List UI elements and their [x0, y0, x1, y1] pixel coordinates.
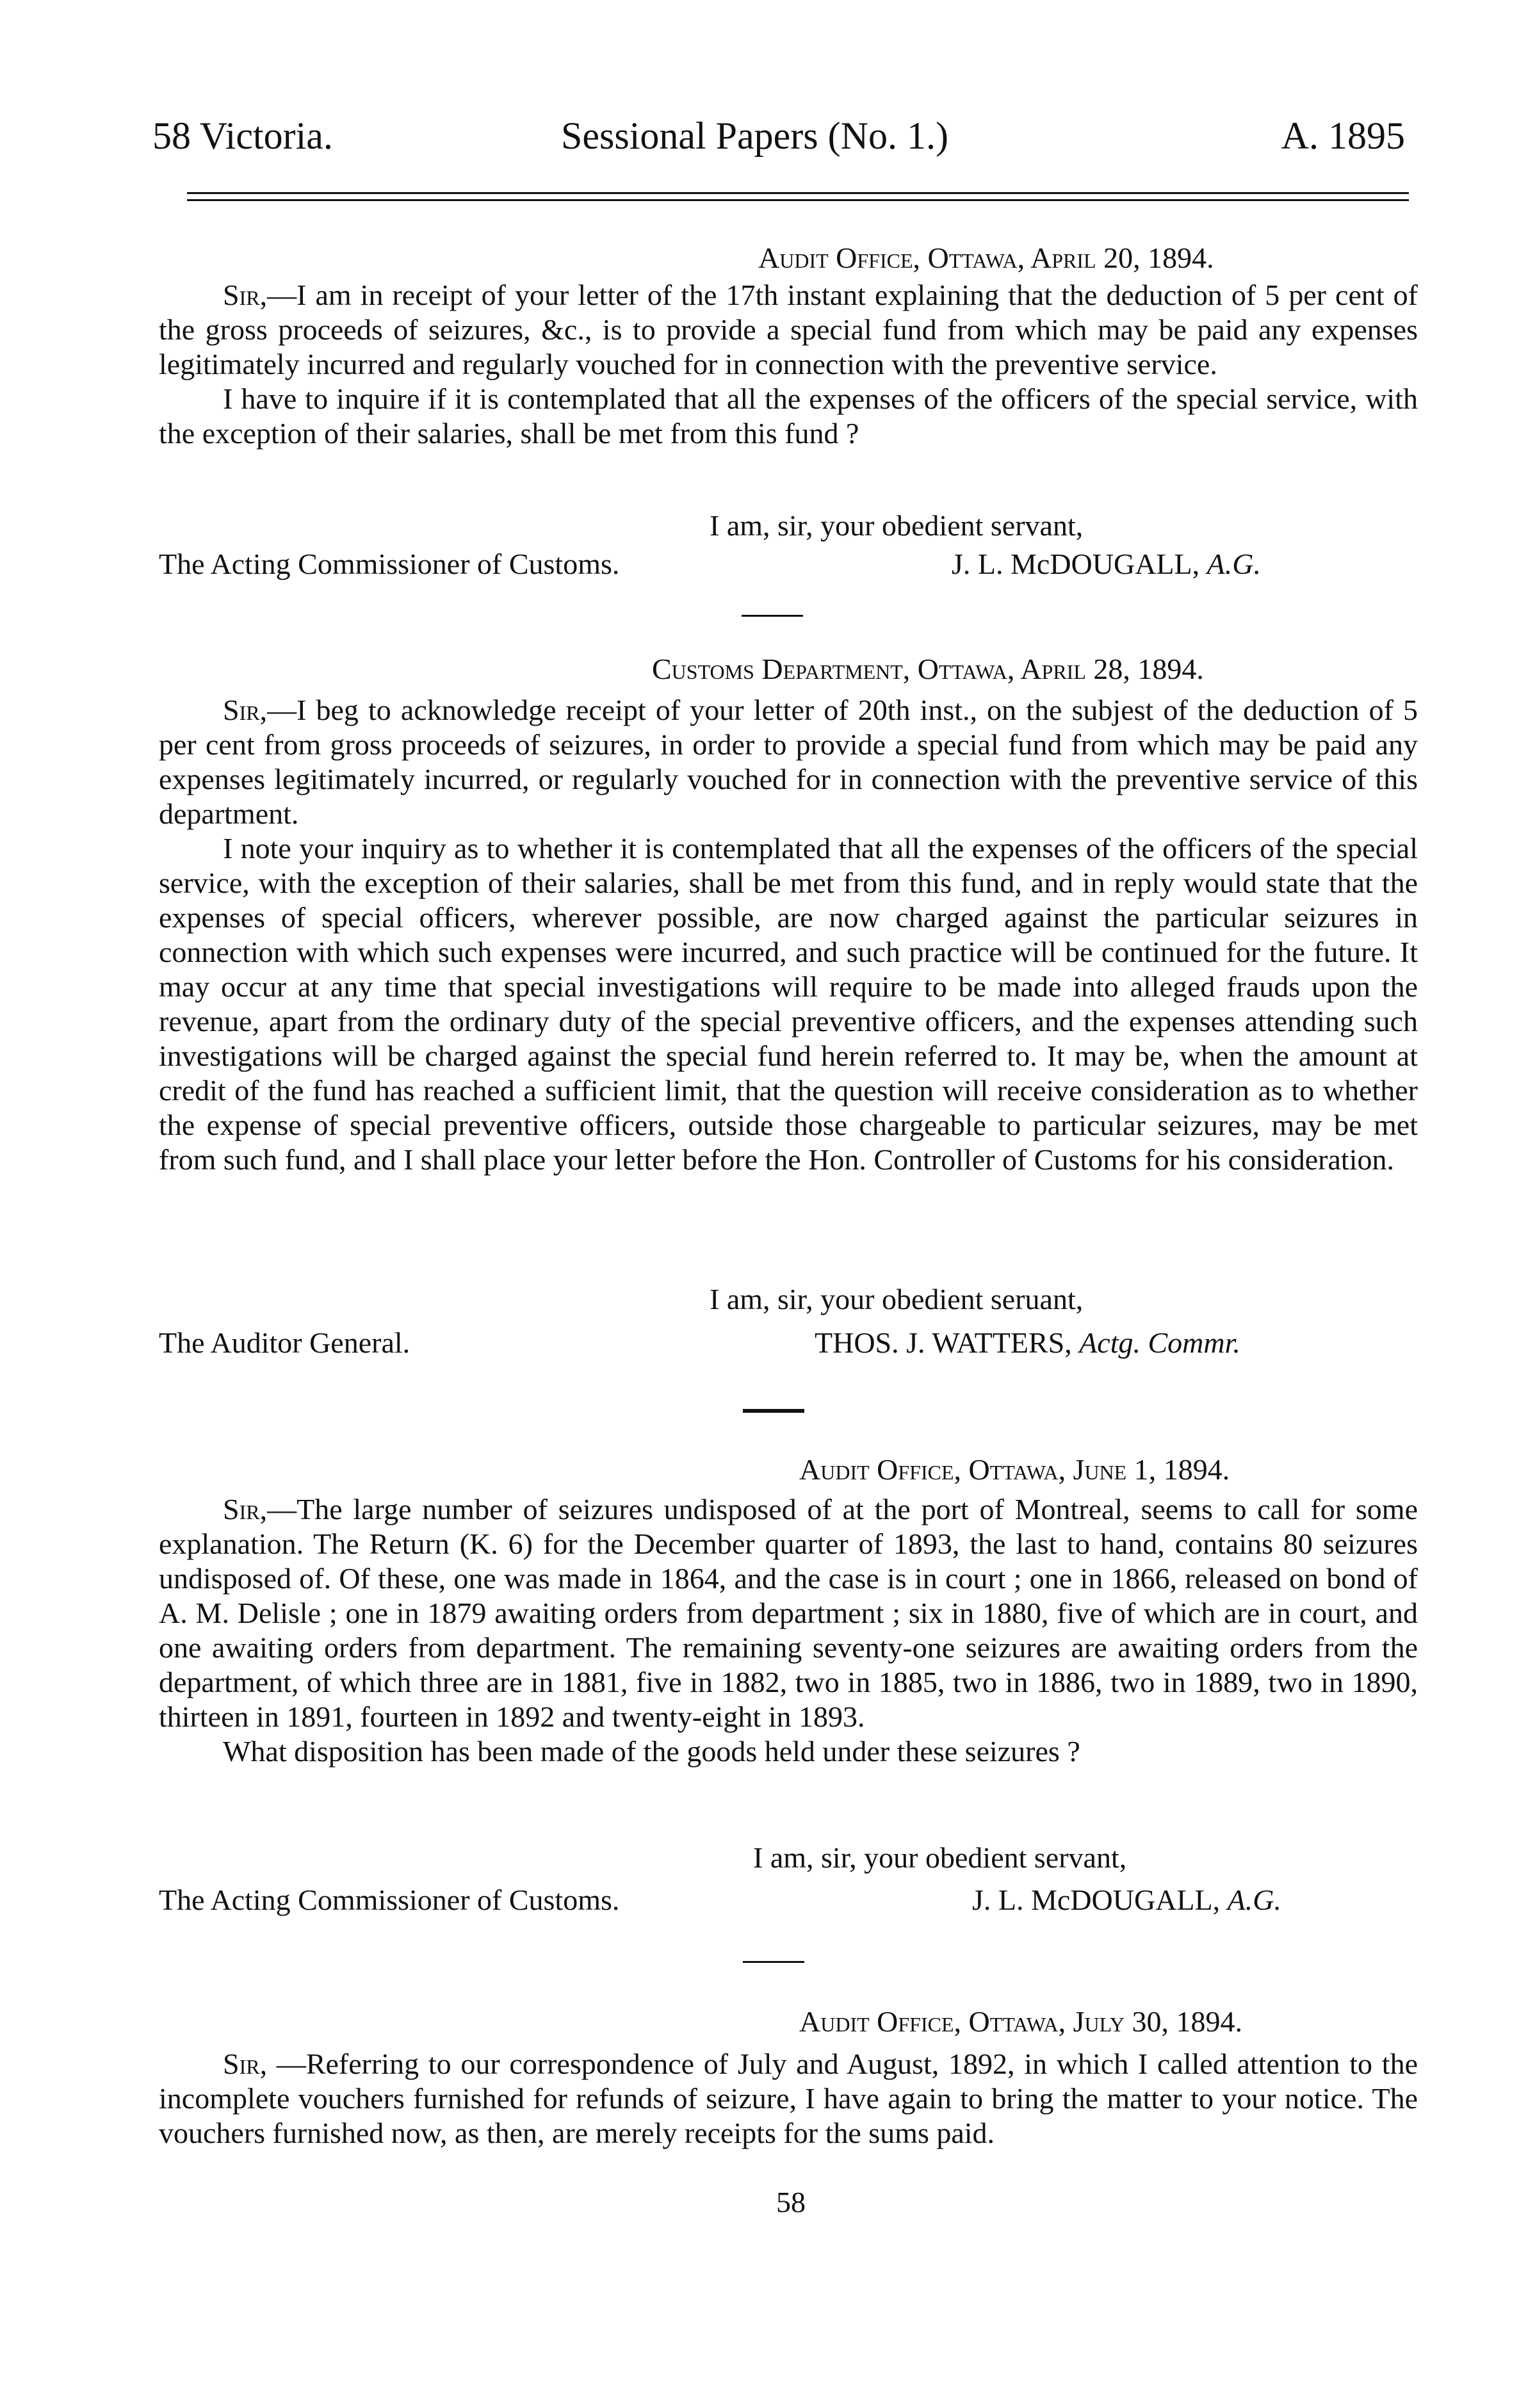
header-double-rule: [187, 192, 1409, 201]
header-session: 58 Victoria.: [152, 115, 333, 157]
letter-1-signature: J. L. McDOUGALL, A.G.: [952, 548, 1261, 580]
letter-3-addressee: The Acting Commissioner of Customs.: [159, 1883, 620, 1916]
letter-1-paragraph-2: I have to inquire if it is contemplated that all the expenses of the officers of the special service, with the exception of their salaries, shall be met from this fund ?: [159, 382, 1418, 450]
letter-3-paragraph-1: Sir,—The large number of seizures undisposed of at the port of Montreal, seems to call for some explanation. The Return (K. 6) for the December quarter of 1893, the last to hand, contains 80 seizures undisposed of. Of these, one was made in 1864, and the case is in court ; one in 1866, released on bond of A. M. Delisle ; one in 1879 awaiting orders from department ; six in 1880, five of which are in court, and one awaiting orders from department. The remaining seventy-one seizures are awaiting orders from the department, of which three are in 1881, five in 1882, two in 1885, two in 1886, two in 1889, two in 1890, thirteen in 1891, fourteen in 1892 and twenty-eight in 1893.: [159, 1493, 1418, 1733]
letter-1-body: [159, 278, 1418, 451]
letter-2-body: [159, 693, 1418, 1177]
letter-1-addressee: The Acting Commissioner of Customs.: [159, 548, 620, 580]
section-divider: [743, 1961, 804, 1963]
salutation: Sir,: [223, 694, 268, 726]
letter-3-paragraph-2: What disposition has been made of the goods held under these seizures ?: [223, 1735, 1080, 1768]
section-divider: [743, 1409, 804, 1413]
letter-2-paragraph-2: I note your inquiry as to whether it is contemplated that all the expenses of the officers of the special service, with the exception of their salaries, shall be met from this fund, and in reply would state that the expenses of special officers, wherever possible, are now charged against the particular seizures in connection with which such expenses were incurred, and such practice will be continued for the future. It may occur at any time that special investigations will require to be made into alleged frauds upon the revenue, apart from the ordinary duty of the special preventive officers, and the expenses attending such investigations will be charged against the special fund herein referred to. It may be, when the amount at credit of the fund has reached a sufficient limit, that the question will receive consideration as to whether the expense of special preventive officers, outside those chargeable to particular seizures, may be met from such fund, and I shall place your letter before the Hon. Controller of Customs for his consideration.: [159, 832, 1418, 1176]
section-divider: [742, 615, 803, 617]
header-title: Sessional Papers (No. 1.): [561, 115, 948, 157]
letter-4-body: [159, 2047, 1418, 2151]
letter-2-paragraph-1: Sir,—I beg to acknowledge receipt of your letter of 20th inst., on the subjest of the deduction of 5 per cent from gross proceeds of seizures, in order to provide a special fund from which may be paid any expenses legitimately incurred, or regularly vouched for in connection with the preventive service of this department.: [159, 694, 1418, 830]
letter-3-body: [159, 1492, 1418, 1769]
page-number: 58: [776, 2186, 806, 2218]
letter-2-addressee: The Auditor General.: [159, 1326, 410, 1359]
letter-3-closing: I am, sir, your obedient servant,: [753, 1841, 1127, 1874]
letter-3-dateline: Audit Office, Ottawa, June 1, 1894.: [799, 1453, 1230, 1486]
letter-3-signature: J. L. McDOUGALL, A.G.: [972, 1883, 1281, 1916]
salutation: Sir,: [223, 279, 268, 311]
letter-1-closing: I am, sir, your obedient servant,: [710, 509, 1084, 542]
letter-2-signature: THOS. J. WATTERS, Actg. Commr.: [815, 1326, 1240, 1359]
letter-4-dateline: Audit Office, Ottawa, July 30, 1894.: [799, 2005, 1243, 2038]
letter-2-closing: I am, sir, your obedient seruant,: [710, 1283, 1084, 1315]
letter-4-paragraph-1: Sir, —Referring to our correspondence of July and August, 1892, in which I called attention to the incomplete vouchers furnished for refunds of seizure, I have again to bring the matter to your notice. The vouchers furnished now, as then, are merely receipts for the sums paid.: [159, 2047, 1418, 2149]
letter-1-dateline: Audit Office, Ottawa, April 20, 1894.: [758, 241, 1214, 274]
salutation: Sir,: [223, 2047, 268, 2080]
header-year: A. 1895: [1281, 115, 1405, 157]
salutation: Sir,: [223, 1493, 268, 1525]
letter-2-dateline: Customs Department, Ottawa, April 28, 1894.: [652, 653, 1204, 685]
letter-1-paragraph-1: Sir,—I am in receipt of your letter of the 17th instant explaining that the deduction of 5 per cent of the gross proceeds of seizures, &c., is to provide a special fund from which may be paid any expenses legitimately incurred and regularly vouched for in connection with the preventive service.: [159, 279, 1418, 380]
